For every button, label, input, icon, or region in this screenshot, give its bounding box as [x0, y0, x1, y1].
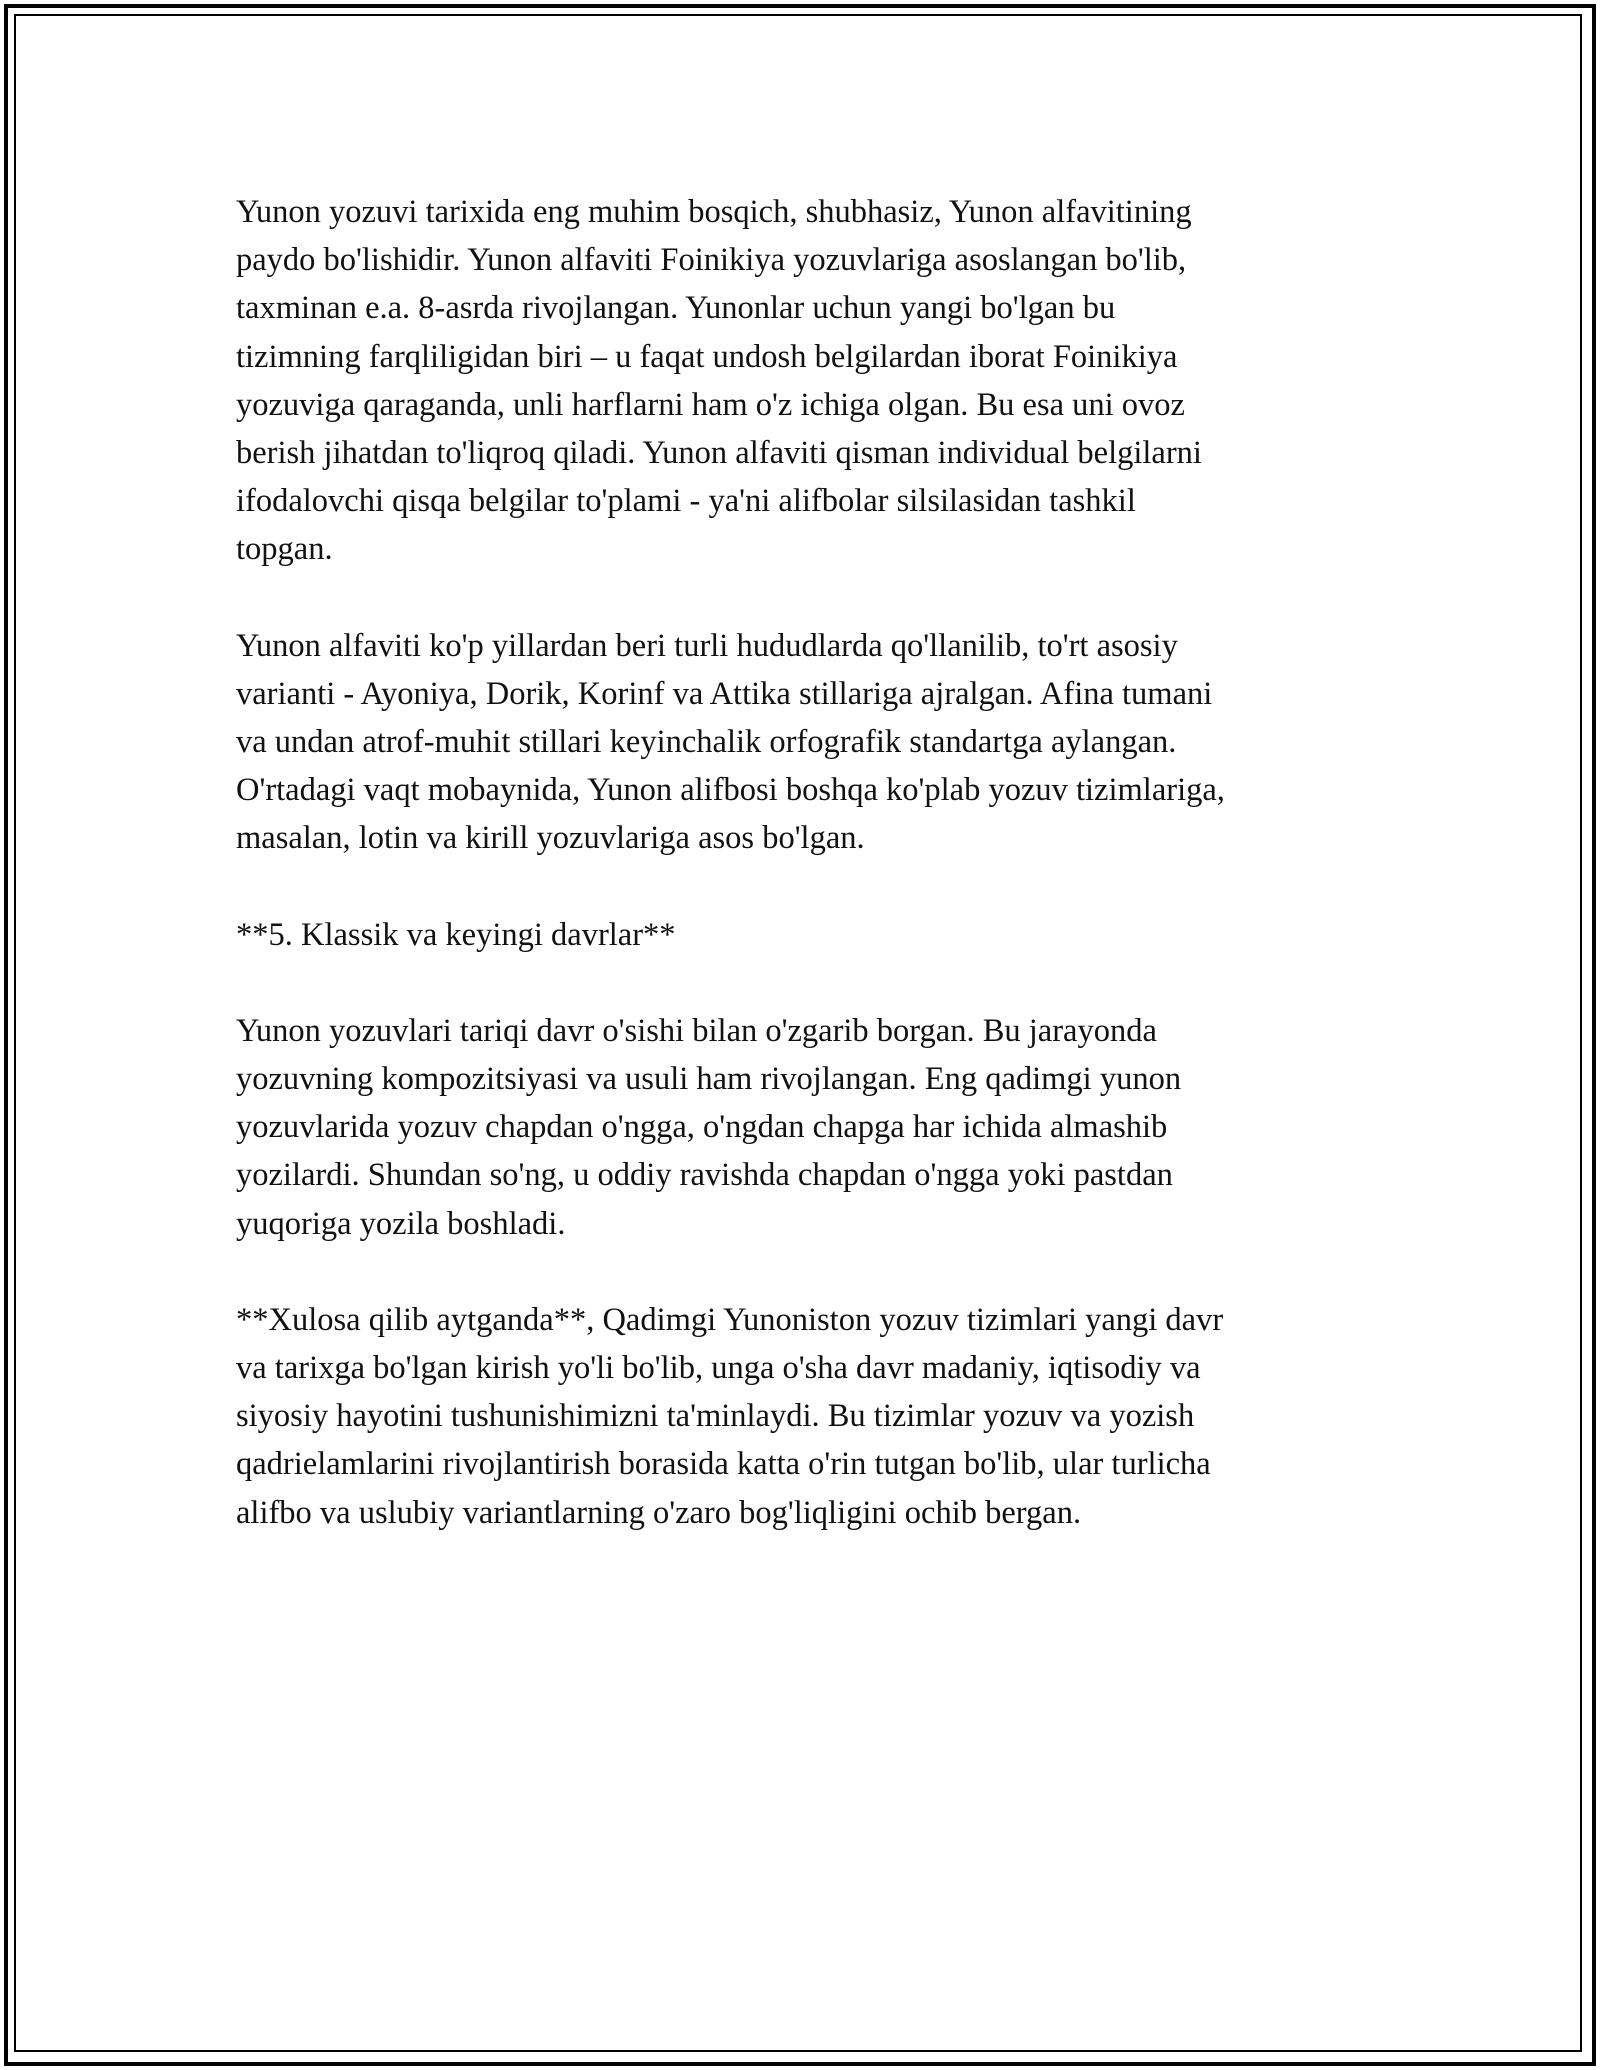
- text-line: va tarixga bo'lgan kirish yo'li bo'lib, unga o'sha davr madaniy, iqtisodiy va: [236, 1350, 1201, 1387]
- document-body: [236, 188, 1376, 1585]
- paragraph-writing-direction: [236, 1007, 1376, 1248]
- text-line: yozuvlarida yozuv chapdan o'ngga, o'ngdan chapga har ichida almashib: [236, 1109, 1168, 1146]
- text-line: tizimning farqliligidan biri – u faqat undosh belgilardan iborat Foinikiya: [236, 338, 1178, 375]
- text-line: ifodalovchi qisqa belgilar to'plami - ya'ni alifbolar silsilasidan tashkil: [236, 483, 1136, 520]
- text-line: masalan, lotin va kirill yozuvlariga asos bo'lgan.: [236, 820, 865, 857]
- text-line: qadrielamlarini rivojlantirish borasida katta o'rin tutgan bo'lib, ular turlicha: [236, 1446, 1211, 1483]
- paragraph-conclusion: [236, 1296, 1376, 1537]
- text-line: yozilardi. Shundan so'ng, u oddiy ravishda chapdan o'ngga yoki pastdan: [236, 1157, 1173, 1194]
- text-line: alifbo va uslubiy variantlarning o'zaro bog'liqligini ochib bergan.: [236, 1494, 1082, 1531]
- paragraph-alphabet-variants: [236, 622, 1376, 863]
- text-line: va undan atrof-muhit stillari keyinchalik orfografik standartga aylangan.: [236, 724, 1177, 761]
- text-line: yozuvning kompozitsiyasi va usuli ham rivojlangan. Eng qadimgi yunon: [236, 1061, 1182, 1098]
- text-line: O'rtadagi vaqt mobaynida, Yunon alifbosi boshqa ko'plab yozuv tizimlariga,: [236, 772, 1225, 809]
- text-line: **Xulosa qilib aytganda**, Qadimgi Yunoniston yozuv tizimlari yangi davr: [236, 1301, 1224, 1338]
- text-line: taxminan e.a. 8-asrda rivojlangan. Yunonlar uchun yangi bo'lgan bu: [236, 290, 1116, 327]
- paragraph-greek-alphabet-origin: [236, 188, 1376, 574]
- heading-line: **5. Klassik va keyingi davrlar**: [236, 916, 676, 953]
- text-line: topgan.: [236, 531, 333, 568]
- text-line: paydo bo'lishidir. Yunon alfaviti Foinikiya yozuvlariga asoslangan bo'lib,: [236, 242, 1187, 279]
- text-line: berish jihatdan to'liqroq qiladi. Yunon alfaviti qisman individual belgilarni: [236, 435, 1202, 472]
- text-line: varianti - Ayoniya, Dorik, Korinf va Attika stillariga ajralgan. Afina tumani: [236, 675, 1213, 712]
- text-line: Yunon alfaviti ko'p yillardan beri turli hududlarda qo'llanilib, to'rt asosiy: [236, 627, 1178, 664]
- text-line: yozuviga qaraganda, unli harflarni ham o'z ichiga olgan. Bu esa uni ovoz: [236, 386, 1185, 423]
- text-line: siyosiy hayotini tushunishimizni ta'minlaydi. Bu tizimlar yozuv va yozish: [236, 1398, 1195, 1435]
- text-line: yuqoriga yozila boshladi.: [236, 1205, 566, 1242]
- text-line: Yunon yozuvlari tariqi davr o'sishi bilan o'zgarib borgan. Bu jarayonda: [236, 1012, 1157, 1049]
- section-heading-classical-periods: [236, 911, 1376, 959]
- text-line: Yunon yozuvi tarixida eng muhim bosqich, shubhasiz, Yunon alfavitining: [236, 194, 1192, 230]
